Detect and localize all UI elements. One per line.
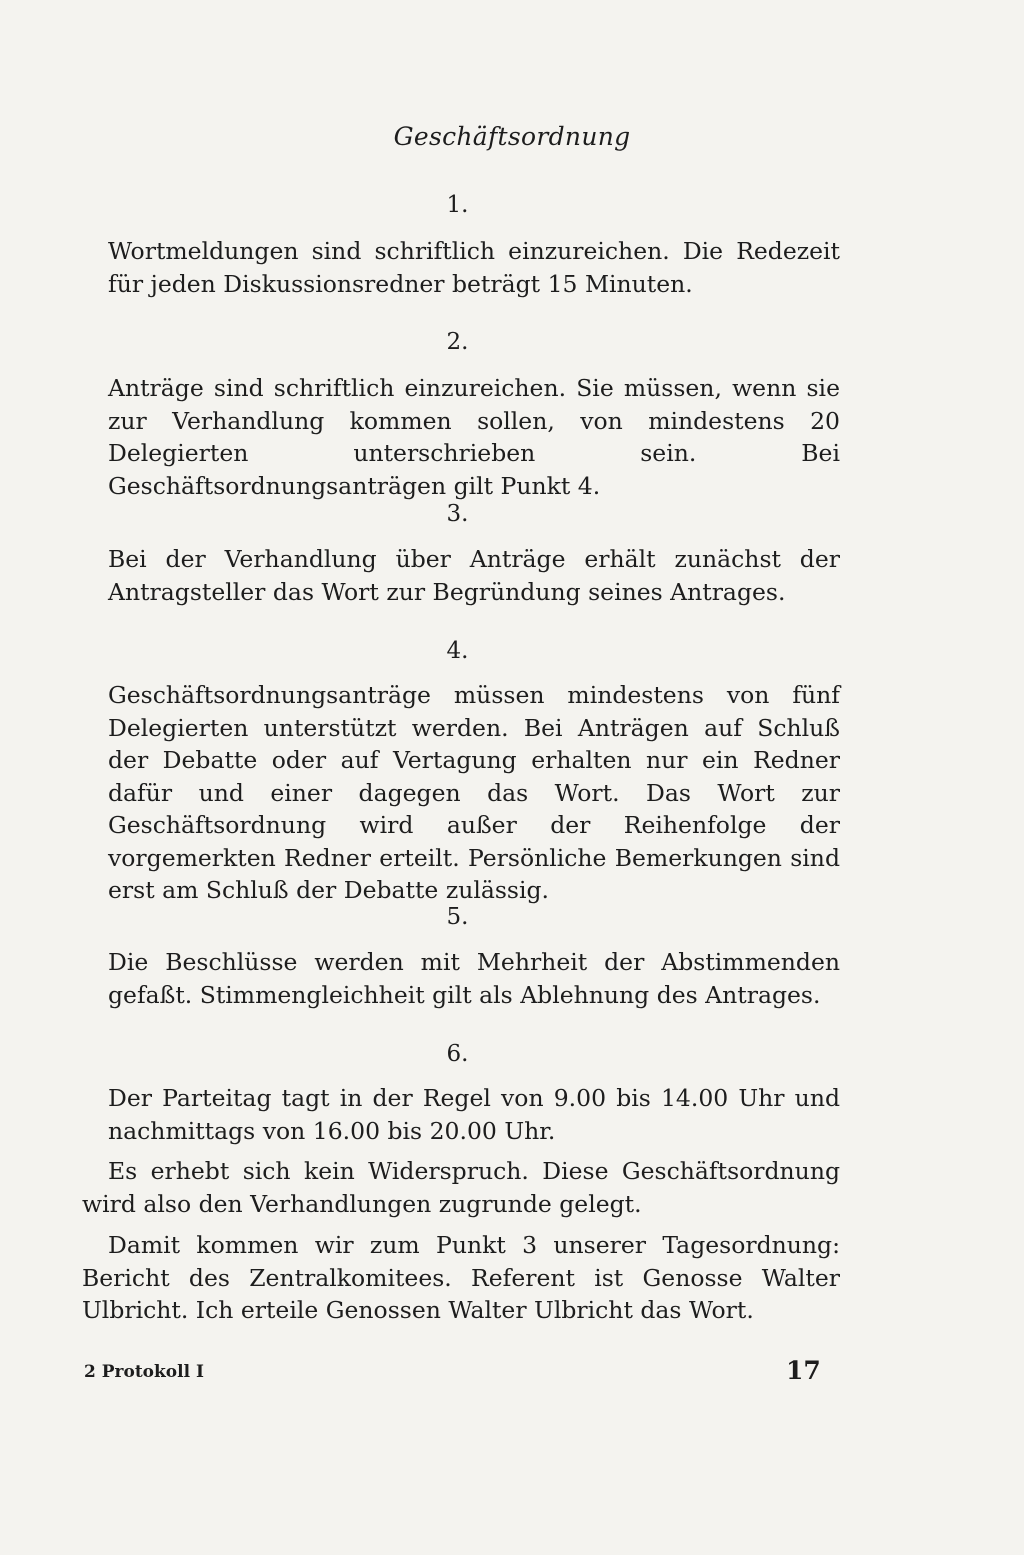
page-number: 17 bbox=[786, 1356, 821, 1385]
section-text-1: Wortmeldungen sind schriftlich einzureichen. Die Redezeit für jeden Diskussionsredner beträgt 15 Minuten. bbox=[108, 237, 840, 298]
section-text-5: Die Beschlüsse werden mit Mehrheit der Abstimmenden gefaßt. Stimmengleichheit gilt als Ablehnung des Antrages. bbox=[108, 948, 840, 1009]
closing-paragraph-2: Damit kommen wir zum Punkt 3 unserer Tagesordnung: Bericht des Zentralkomitees. Referent ist Genosse Walter Ulbricht. Ich erteile Genossen Walter Ulbricht das Wort. bbox=[82, 1231, 840, 1324]
section-number-3: 3. bbox=[446, 501, 469, 527]
section-text-4: Geschäftsordnungsanträge müssen mindestens von fünf Delegierten unterstützt werden. Bei Anträgen auf Schluß der Debatte oder auf Vertagung erhalten nur ein Redner dafür und einer dagegen das Wort. Das Wort zur Geschäftsordnung wird außer der Reihenfolge der vorgemerkten Redner erteilt. Persönliche Bemerkungen sind erst am Schluß der Debatte zulässig. bbox=[108, 681, 840, 904]
section-text-3: Bei der Verhandlung über Anträge erhält zunächst der Antragsteller das Wort zur Begründung seines Antrages. bbox=[108, 545, 840, 606]
closing-paragraph-1: Es erhebt sich kein Widerspruch. Diese Geschäftsordnung wird also den Verhandlungen zugrunde gelegt. bbox=[82, 1157, 840, 1218]
section-number-5: 5. bbox=[446, 904, 469, 930]
document-title: Geschäftsordnung bbox=[393, 122, 631, 151]
section-text-2: Anträge sind schriftlich einzureichen. Sie müssen, wenn sie zur Verhandlung kommen sollen, von mindestens 20 Delegierten unterschrieben sein. Bei Geschäftsordnungsanträgen gilt Punkt 4. bbox=[108, 374, 840, 500]
section-text-6: Der Parteitag tagt in der Regel von 9.00 bis 14.00 Uhr und nachmittags von 16.00 bis 20.00 Uhr. bbox=[108, 1084, 840, 1145]
section-number-6: 6. bbox=[446, 1041, 469, 1067]
section-number-4: 4. bbox=[446, 638, 469, 664]
footer-signature: 2 Protokoll I bbox=[84, 1362, 204, 1382]
section-number-2: 2. bbox=[446, 329, 469, 355]
section-number-1: 1. bbox=[446, 192, 469, 218]
